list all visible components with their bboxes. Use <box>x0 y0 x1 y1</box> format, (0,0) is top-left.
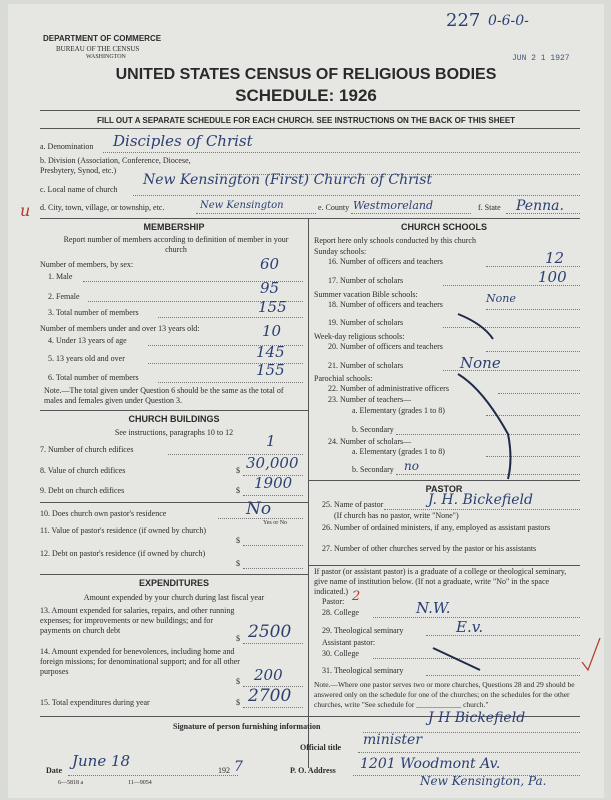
q1-label: 1. Male <box>48 272 73 281</box>
state-label: f. State <box>478 203 501 212</box>
form-subtitle: SCHEDULE: 1926 <box>235 86 377 105</box>
denomination-value: Disciples of Christ <box>113 132 253 150</box>
q24b-label: b. Secondary <box>352 465 394 474</box>
q14-dollar: $ <box>236 677 240 686</box>
q11-label: 11. Value of pastor's residence (if owned by church) <box>40 526 207 535</box>
instruction-rule <box>40 128 580 129</box>
date-line <box>68 775 238 776</box>
form-title: UNITED STATES CENSUS OF RELIGIOUS BODIES <box>115 66 497 83</box>
q31-label: 31. Theological seminary <box>322 666 404 675</box>
membership-note: Note.—The total given under Question 6 should be the same as the total of males and females given under Question 3. <box>44 386 284 405</box>
q25-label: 25. Name of pastor <box>322 500 384 509</box>
form-code: 6—5818 a <box>58 780 84 786</box>
sunday-label: Sunday schools: <box>314 247 367 256</box>
buildings-title: CHURCH BUILDINGS <box>128 414 220 424</box>
q11-dollar: $ <box>236 536 240 545</box>
q14-label: 14. Amount expended for benevolences, including home and foreign missions; for denominational support; and for all other purposes <box>40 647 240 676</box>
q25-line <box>384 509 580 510</box>
q27-label: 27. Number of other churches served by the pastor or his assistants <box>322 544 537 553</box>
dept-label: DEPARTMENT OF COMMERCE <box>43 34 162 43</box>
county-line <box>351 213 471 214</box>
pastor-rule <box>308 565 580 566</box>
year-value: 7 <box>234 759 243 775</box>
date-label: Date <box>46 766 62 775</box>
instruction: FILL OUT A SEPARATE SCHEDULE FOR EACH CHURCH. SEE INSTRUCTIONS ON THE BACK OF THIS SHEET <box>96 116 516 125</box>
q14-value: 200 <box>254 666 283 684</box>
q7-label: 7. Number of church edifices <box>40 445 134 454</box>
q13-line <box>243 643 303 644</box>
pastor-mark: 2 <box>352 589 361 604</box>
q23b-label: b. Secondary <box>352 425 394 434</box>
schools-title: CHURCH SCHOOLS <box>400 222 487 232</box>
official-title-value: minister <box>363 732 423 748</box>
signature-label: Signature of person furnishing information <box>173 722 321 731</box>
po-address-value: 1201 Woodmont Av. <box>360 756 501 772</box>
po-address-label: P. O. Address <box>290 766 336 775</box>
q8-dollar: $ <box>236 466 240 475</box>
q3-line <box>158 317 303 318</box>
section-rule <box>40 218 580 219</box>
q24-label: 24. Number of scholars— <box>328 437 412 446</box>
q16-value: 12 <box>545 249 565 267</box>
q6-value: 155 <box>256 361 285 379</box>
q5-value: 145 <box>256 343 285 361</box>
asst-strike <box>428 644 488 674</box>
q15-label: 15. Total expenditures during year <box>40 698 150 707</box>
header-rule <box>40 110 580 111</box>
division-label: b. Division (Association, Conference, Diocese, Presbytery, Synod, etc.) <box>40 156 191 175</box>
q2-label: 2. Female <box>48 292 80 301</box>
city-line <box>196 213 316 214</box>
q3-label: 3. Total number of members <box>48 308 139 317</box>
q28-label: 28. College <box>322 608 359 617</box>
year-prefix: 192 <box>218 766 230 775</box>
members-by-age-label: Number of members under and over 13 years old: <box>40 324 200 333</box>
q13-value: 2500 <box>248 622 292 642</box>
q17-label: 17. Number of scholars <box>328 276 404 285</box>
q4-label: 4. Under 13 years of age <box>48 336 127 345</box>
q5-label: 5. 13 years old and over <box>48 354 125 363</box>
stamp-code: 0-6-0- <box>488 13 529 29</box>
q9-value: 1900 <box>254 474 293 492</box>
weekday-label: Week-day religious schools: <box>314 332 405 341</box>
q29-label: 29. Theological seminary <box>322 626 404 635</box>
summer-label: Summer vacation Bible schools: <box>314 290 418 299</box>
q15-dollar: $ <box>236 698 240 707</box>
q4-value: 10 <box>262 322 282 340</box>
pastor-note: Note.—Where one pastor serves two or more churches, Questions 28 and 29 should be answered only on the schedule for one of the churches; on the schedules for the other churches, write "See schedule for ____________ church." <box>314 680 575 709</box>
official-title-label: Official title <box>300 743 342 752</box>
q10-value: No <box>246 499 272 519</box>
q23-label: 23. Number of teachers— <box>328 395 412 404</box>
q20-label: 20. Number of officers and teachers <box>328 342 443 351</box>
yes-no-hint: Yes or No <box>263 520 288 526</box>
state-value: Penna. <box>516 198 564 214</box>
buildings-intro: See instructions, paragraphs 10 to 12 <box>114 428 234 437</box>
membership-title: MEMBERSHIP <box>143 222 205 232</box>
q9-line <box>243 495 303 496</box>
q1-value: 60 <box>260 255 280 273</box>
q3-value: 155 <box>258 298 287 316</box>
q19-label: 19. Number of scholars <box>328 318 404 327</box>
date-value: June 18 <box>72 752 131 770</box>
q25-sub: (If church has no pastor, write "None") <box>334 511 459 520</box>
q21-value: None <box>460 354 501 372</box>
county-label: e. County <box>318 203 350 212</box>
grad-note: If pastor (or assistant pastor) is a graduate of a college or theological seminary, give name of institution below. (If not a graduate, write "No" in the space indicated.) <box>314 567 567 596</box>
official-title-line <box>358 752 580 753</box>
pastor-title: PASTOR <box>425 484 463 494</box>
local-name-label: c. Local name of church <box>40 185 118 194</box>
q9-label: 9. Debt on church edifices <box>40 486 125 495</box>
q25-value: J. H. Bickefield <box>428 492 533 508</box>
q12-line <box>243 568 303 569</box>
q12-label: 12. Debt on pastor's residence (if owned by church) <box>40 549 206 558</box>
q29-line <box>426 635 580 636</box>
q18-label: 18. Number of officers and teachers <box>328 300 443 309</box>
q13-label: 13. Amount expended for salaries, repairs, and other running expenses; for improvements or new buildings; and for payments on church debt <box>40 606 235 635</box>
q15-value: 2700 <box>248 686 292 706</box>
bureau-label: BUREAU OF THE CENSUS <box>56 45 140 53</box>
city-label: d. City, town, village, or township, etc. <box>40 203 165 212</box>
q31-line <box>426 675 580 676</box>
q18-value: None <box>486 292 516 305</box>
q6-label: 6. Total number of members <box>48 373 139 382</box>
county-value: Westmoreland <box>353 199 434 212</box>
denomination-label: a. Denomination <box>40 142 94 151</box>
membership-rule <box>40 410 308 411</box>
stamp-number: 227 <box>446 10 481 31</box>
q12-dollar: $ <box>236 559 240 568</box>
q9-dollar: $ <box>236 486 240 495</box>
form-code-2: 11—9054 <box>128 780 152 786</box>
margin-mark: u <box>20 201 31 220</box>
q6-line <box>158 382 303 383</box>
pastor-sub-label: Pastor: <box>322 597 345 606</box>
q7-value: 1 <box>266 432 276 450</box>
local-name-value: New Kensington (First) Church of Christ <box>143 172 433 188</box>
q22-label: 22. Number of administrative officers <box>328 384 449 393</box>
q24b-value: no <box>404 459 419 473</box>
q30-label: 30. College <box>322 649 359 658</box>
schools-intro: Report here only schools conducted by this church <box>314 236 476 245</box>
strike-lines <box>308 294 580 484</box>
q11-line <box>243 545 303 546</box>
city-value: New Kensington <box>200 200 284 211</box>
expenditures-title: EXPENDITURES <box>138 578 209 588</box>
parochial-label: Parochial schools: <box>314 374 373 383</box>
buildings-rule-2 <box>40 574 308 575</box>
members-by-sex-label: Number of members, by sex: <box>40 260 134 269</box>
q16-line <box>486 266 580 267</box>
expenditures-intro: Amount expended by your church during last fiscal year <box>83 593 265 602</box>
q8-label: 8. Value of church edifices <box>40 466 126 475</box>
po-address-value-2: New Kensington, Pa. <box>420 774 547 788</box>
q2-value: 95 <box>260 279 280 297</box>
census-form <box>8 4 604 798</box>
denomination-line <box>103 152 580 153</box>
q15-line <box>243 707 303 708</box>
asst-label: Assistant pastor: <box>322 638 376 647</box>
membership-intro: Report number of members according to definition of member in your church <box>63 235 289 254</box>
q29-value: E.v. <box>456 618 484 636</box>
q26-label: 26. Number of ordained ministers, if any, employed as assistant pastors <box>322 523 551 532</box>
q10-label: 10. Does church own pastor's residence <box>40 509 167 518</box>
q8-value: 30,000 <box>246 454 299 472</box>
received-stamp: JUN 2 1 1927 <box>512 54 570 63</box>
q24a-label: a. Elementary (grades 1 to 8) <box>352 447 445 456</box>
q28-value: N.W. <box>416 599 451 617</box>
q13-dollar: $ <box>236 634 240 643</box>
q23a-label: a. Elementary (grades 1 to 8) <box>352 406 445 415</box>
city-label: WASHINGTON <box>86 54 126 60</box>
local-name-line <box>133 195 580 196</box>
q16-label: 16. Number of officers and teachers <box>328 257 443 266</box>
q21-label: 21. Number of scholars <box>328 361 404 370</box>
margin-check <box>580 634 602 674</box>
signature-value: J H Bickefield <box>428 710 526 726</box>
q17-value: 100 <box>538 268 567 286</box>
